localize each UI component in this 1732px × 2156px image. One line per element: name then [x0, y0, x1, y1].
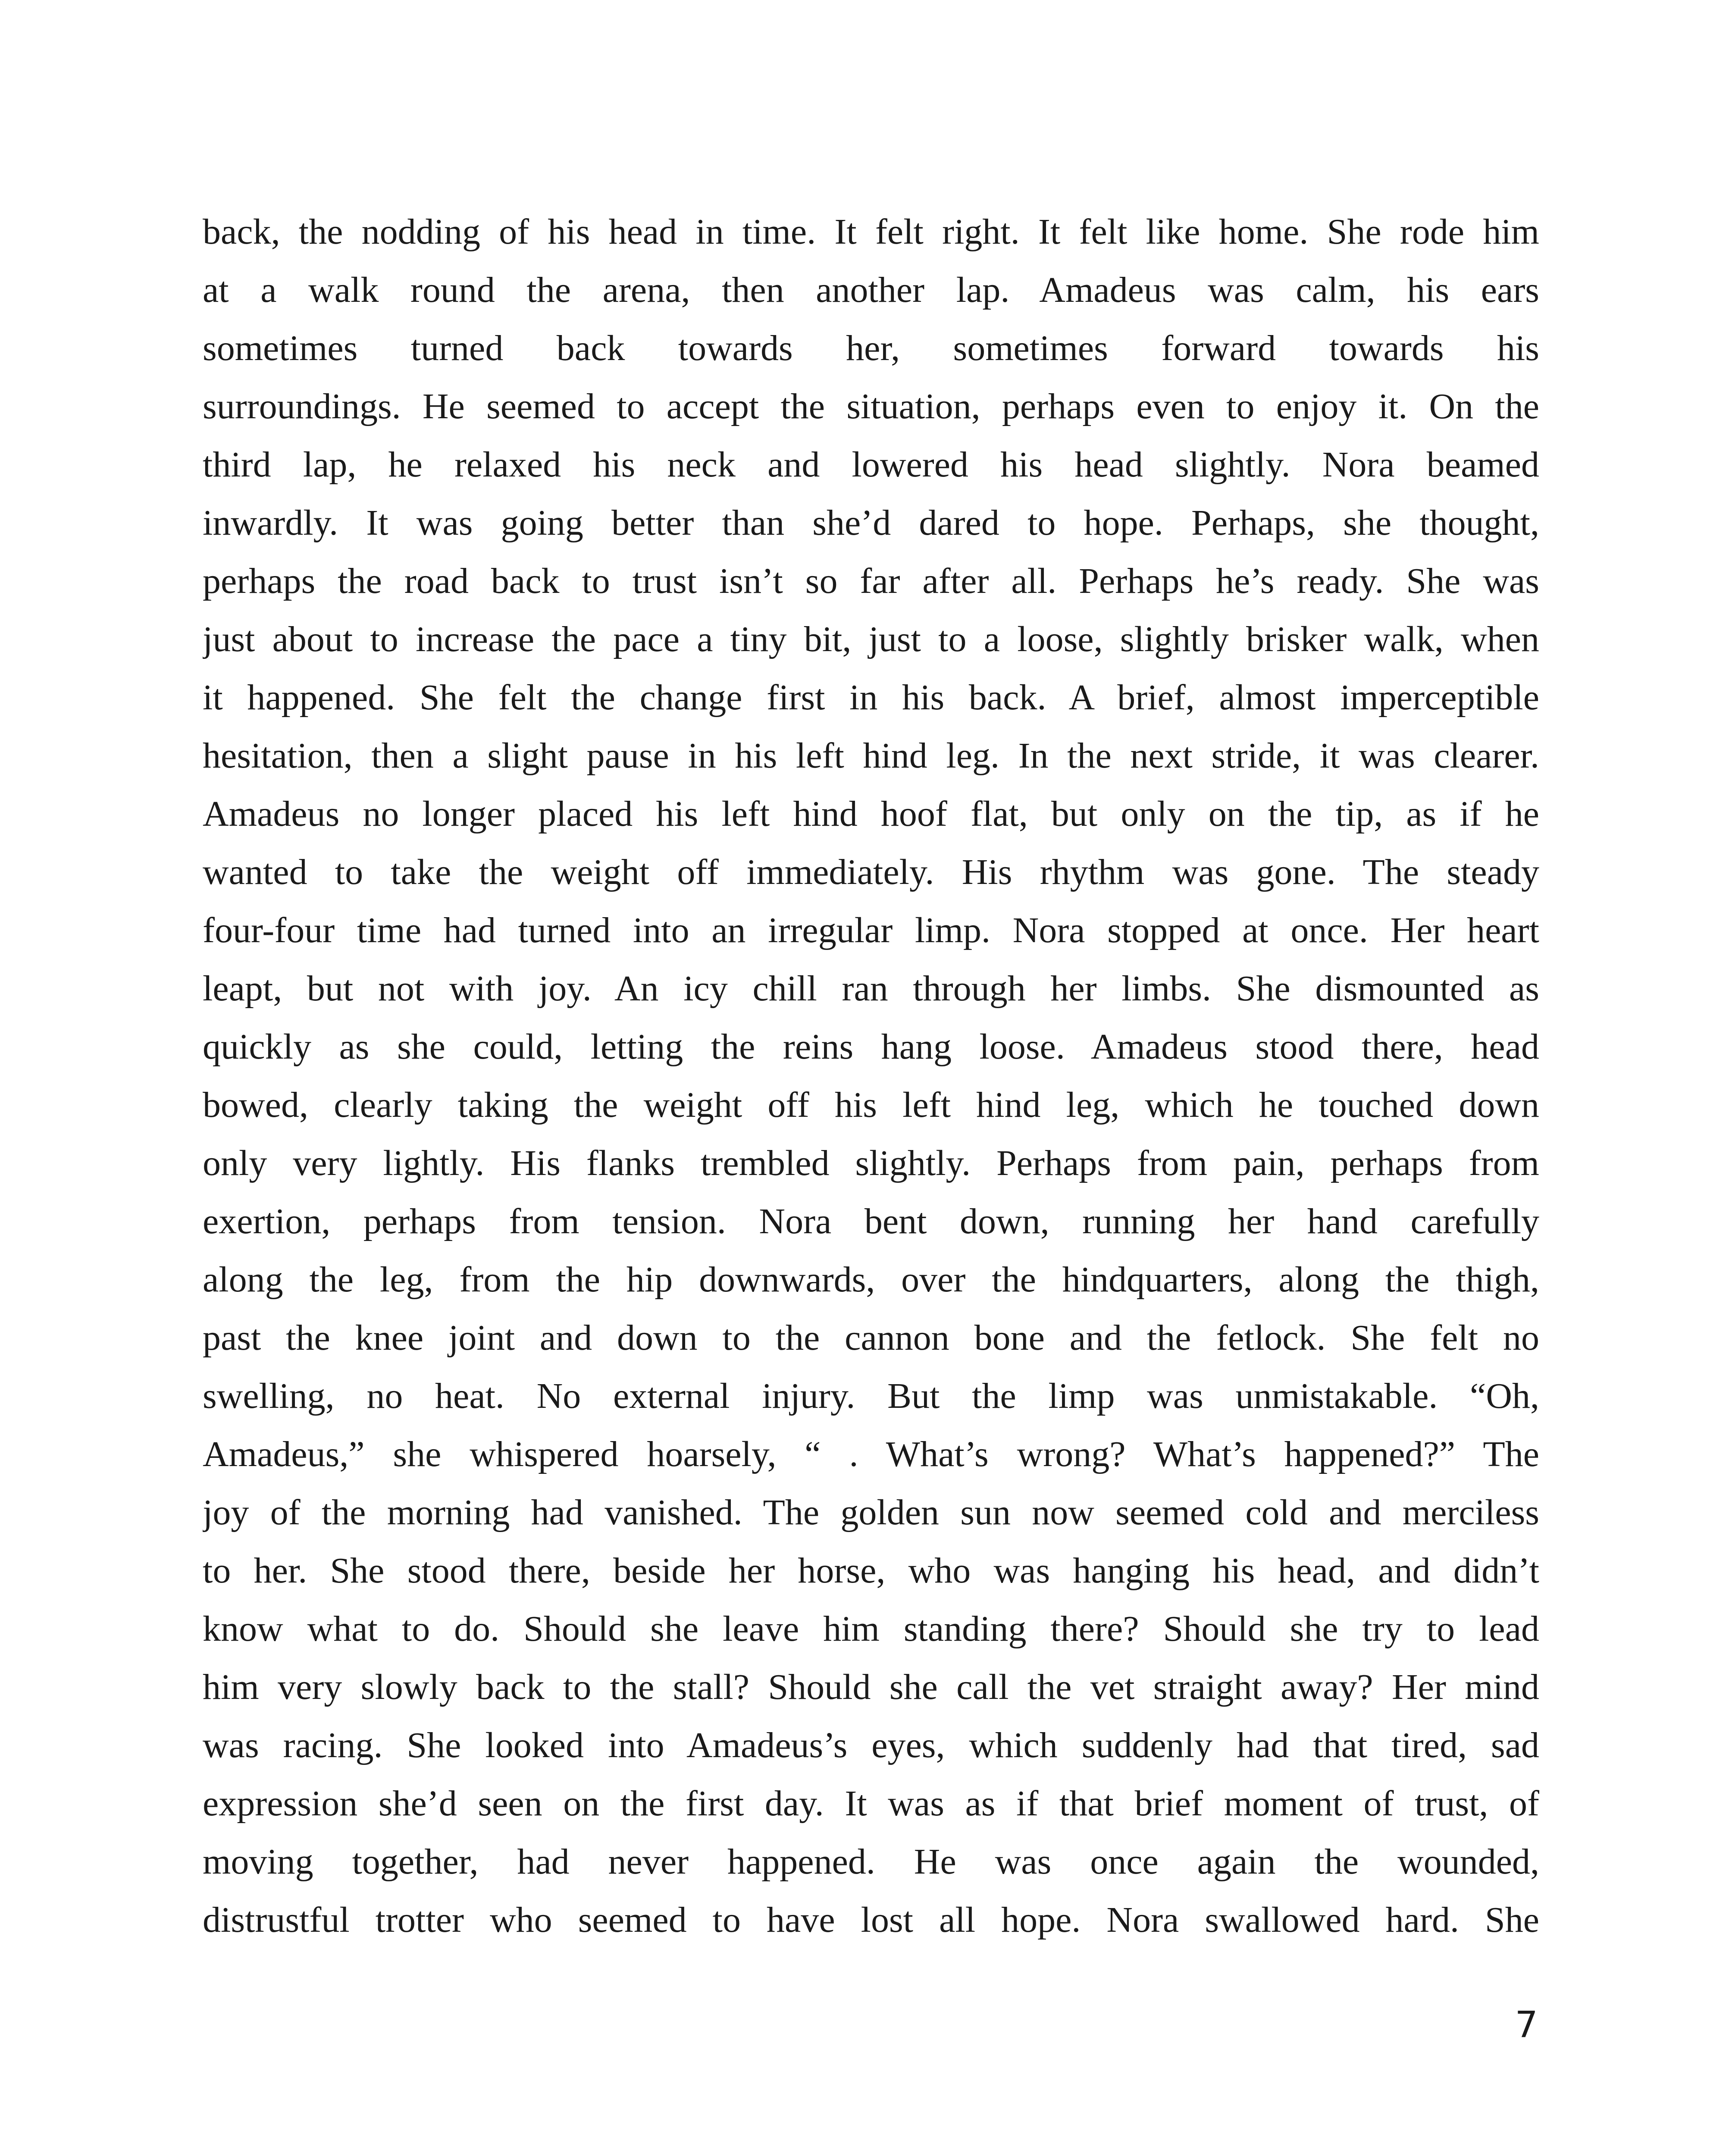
text-line: Amadeus,” she whispered hoarsely, “ . What’s wrong? What’s happened?” The [203, 1434, 1539, 1474]
text-line: past the knee joint and down to the cannon bone and the fetlock. She felt no [203, 1318, 1539, 1358]
text-line: leapt, but not with joy. An icy chill ran through her limbs. She dismounted as [203, 968, 1539, 1009]
text-line: was racing. She looked into Amadeus’s eyes, which suddenly had that tired, sad [203, 1725, 1539, 1765]
text-line: moving together, had never happened. He was once again the wounded, [203, 1842, 1539, 1882]
text-line: Amadeus no longer placed his left hind hoof flat, but only on the tip, as if he [203, 794, 1539, 834]
text-line: inwardly. It was going better than she’d dared to hope. Perhaps, she thought, [203, 503, 1539, 543]
text-line: wanted to take the weight off immediately. His rhythm was gone. The steady [203, 852, 1539, 892]
text-line: him very slowly back to the stall? Should she call the vet straight away? Her mind [203, 1667, 1539, 1707]
text-line: only very lightly. His flanks trembled slightly. Perhaps from pain, perhaps from [203, 1143, 1539, 1183]
text-line: along the leg, from the hip downwards, over the hindquarters, along the thigh, [203, 1260, 1539, 1300]
text-line: bowed, clearly taking the weight off his left hind leg, which he touched down [203, 1085, 1539, 1125]
text-line: at a walk round the arena, then another lap. Amadeus was calm, his ears [203, 270, 1539, 310]
text-line: surroundings. He seemed to accept the situation, perhaps even to enjoy it. On the [203, 386, 1539, 426]
text-line: quickly as she could, letting the reins hang loose. Amadeus stood there, head [203, 1027, 1539, 1067]
text-line: swelling, no heat. No external injury. But the limp was unmistakable. “Oh, [203, 1376, 1539, 1416]
text-line: four-four time had turned into an irregular limp. Nora stopped at once. Her heart [203, 910, 1539, 950]
text-line: to her. She stood there, beside her horse, who was hanging his head, and didn’t [203, 1551, 1539, 1591]
text-line: hesitation, then a slight pause in his left hind leg. In the next stride, it was clearer. [203, 736, 1539, 776]
text-line: it happened. She felt the change first in his back. A brief, almost imperceptible [203, 677, 1539, 718]
text-line: third lap, he relaxed his neck and lowered his head slightly. Nora beamed [203, 445, 1539, 485]
text-line: exertion, perhaps from tension. Nora bent down, running her hand carefully [203, 1201, 1539, 1241]
text-line: perhaps the road back to trust isn’t so far after all. Perhaps he’s ready. She was [203, 561, 1539, 601]
text-line: just about to increase the pace a tiny bit, just to a loose, slightly brisker walk, when [203, 619, 1539, 659]
text-line: back, the nodding of his head in time. It felt right. It felt like home. She rode him [203, 212, 1539, 252]
text-line: joy of the morning had vanished. The golden sun now seemed cold and merciless [203, 1492, 1539, 1532]
body-text [203, 203, 1539, 1949]
text-line: expression she’d seen on the first day. It was as if that brief moment of trust, of [203, 1783, 1539, 1824]
page-number: 7 [1515, 2003, 1538, 2046]
text-line: sometimes turned back towards her, sometimes forward towards his [203, 328, 1539, 368]
text-line: know what to do. Should she leave him standing there? Should she try to lead [203, 1609, 1539, 1649]
text-line: distrustful trotter who seemed to have lost all hope. Nora swallowed hard. She [203, 1900, 1539, 1940]
